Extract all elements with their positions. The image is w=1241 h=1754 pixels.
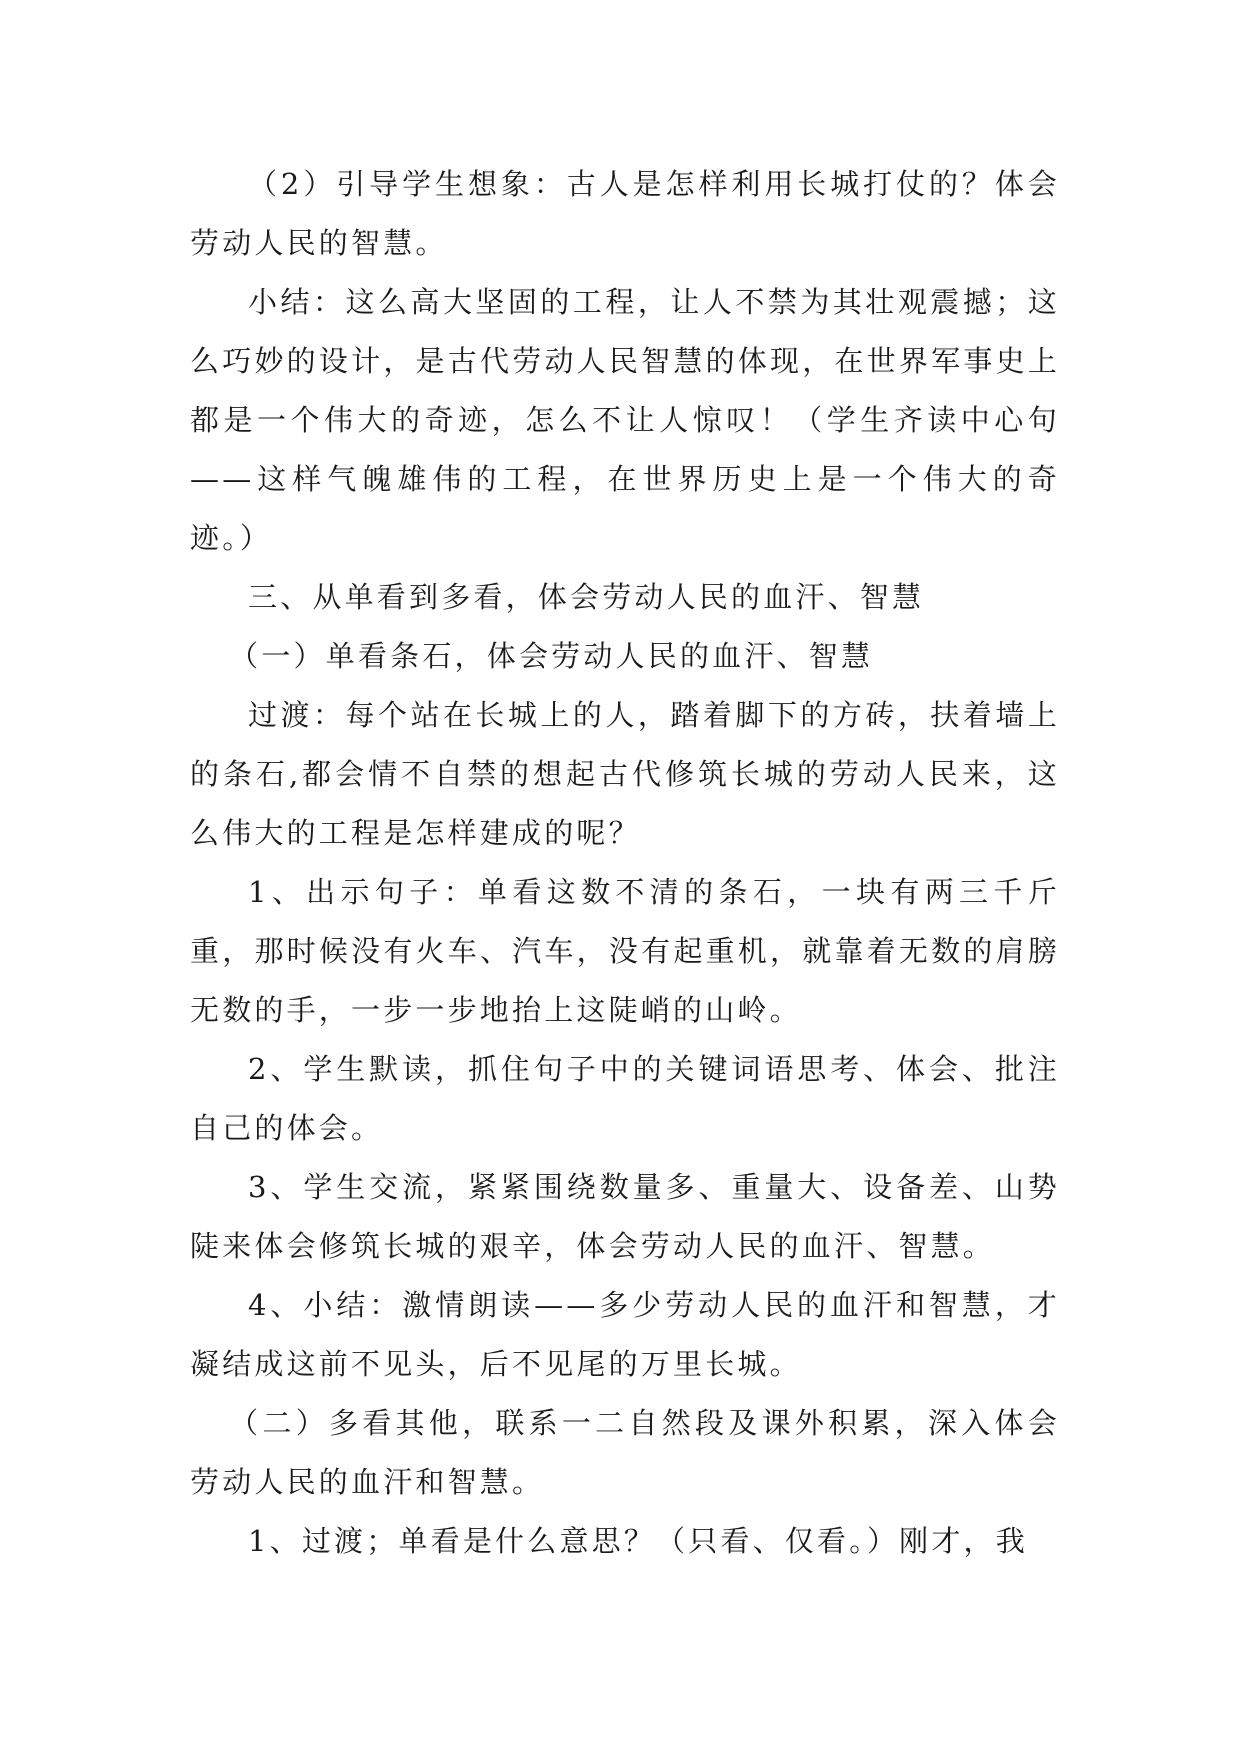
paragraph: 过渡：每个站在长城上的人，踏着脚下的方砖，扶着墙上的条石,都会情不自禁的想起古代修筑长城的劳动人民来，这么伟大的工程是怎样建成的呢？ [190,698,1060,850]
paragraph: （2）引导学生想象：古人是怎样利用长城打仗的？体会劳动人民的智慧。 [190,167,1060,260]
list-item: 3、学生交流，紧紧围绕数量多、重量大、设备差、山势陡来体会修筑长城的艰辛，体会劳动人民的血汗、智慧。 [190,1170,1060,1263]
subsection-heading: （二）多看其他，联系一二自然段及课外积累，深入体会劳动人民的血汗和智慧。 [190,1406,1060,1499]
list-item: 4、小结：激情朗读——多少劳动人民的血汗和智慧，才凝结成这前不见头，后不见尾的万里长城。 [190,1288,1060,1381]
list-item: 1、出示句子：单看这数不清的条石，一块有两三千斤重，那时候没有火车、汽车，没有起重机，就靠着无数的肩膀无数的手，一步一步地抬上这陡峭的山岭。 [190,875,1060,1027]
list-item: 2、学生默读，抓住句子中的关键词语思考、体会、批注自己的体会。 [190,1052,1060,1145]
paragraph: 小结：这么高大坚固的工程，让人不禁为其壮观震撼；这么巧妙的设计，是古代劳动人民智慧的体现，在世界军事史上都是一个伟大的奇迹，怎么不让人惊叹！（学生齐读中心句——这样气魄雄伟的工程，在世界历史上是一个伟大的奇迹。） [190,285,1060,555]
list-item: 1、过渡；单看是什么意思？（只看、仅看。）刚才，我 [248,1524,1028,1558]
subsection-heading: （一）单看条石，体会劳动人民的血汗、智慧 [229,639,874,673]
section-heading: 三、从单看到多看，体会劳动人民的血汗、智慧 [248,580,925,614]
document-body [190,155,1060,1571]
